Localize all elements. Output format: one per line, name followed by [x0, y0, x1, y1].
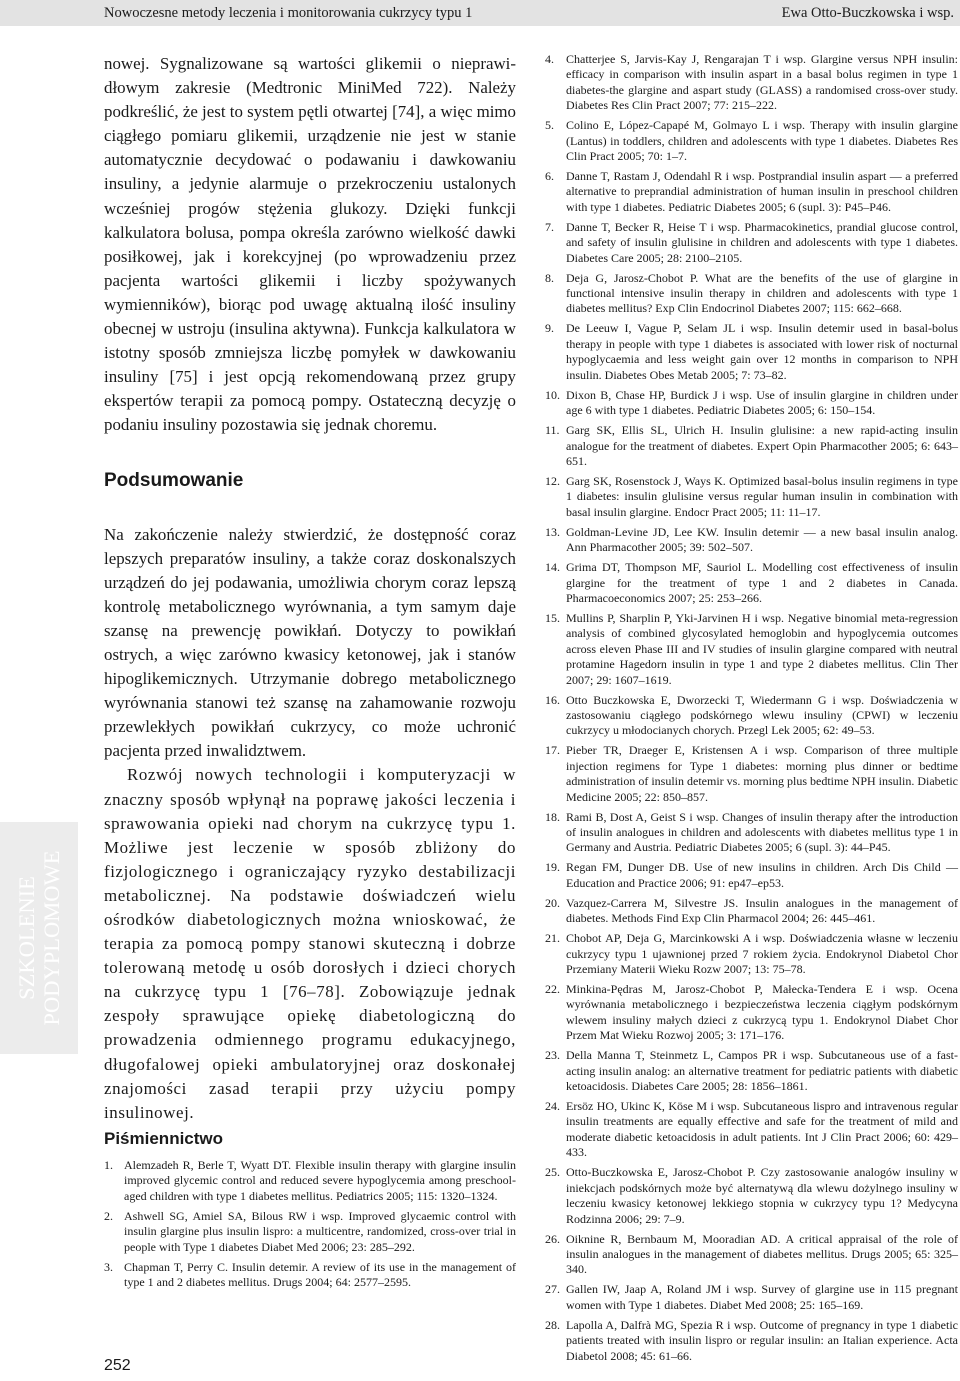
reference-number: 16. — [545, 692, 560, 707]
reference-text: Danne T, Rastam J, Odendahl R i wsp. Postprandial insulin aspart — a preferred alternative to preprandial administration of human insulin in preschool children with type 1 diabetes. Pediatric Diabetes 2005; 6 (supl. 3): P45–P46. — [566, 169, 958, 214]
reference-item — [545, 743, 958, 805]
reference-item — [545, 693, 958, 739]
reference-text: Ersöz HO, Ukinc K, Köse M i wsp. Subcutaneous lispro and intravenous regular insulin treatments are equally effective and safe for the treatment of mild and moderate diabetic ketoacidosis in adult patients. Int J Clin Pract 2006; 60: 429–433. — [566, 1099, 958, 1160]
reference-text: Pieber TR, Draeger E, Kristensen A i wsp. Comparison of three multiple injection regimens for Type 1 diabetes: morning plus dinner or bedtime administration of insulin detemir vs. morning plus bedtime NPH insulin. Diabetic Medicine 2005; 22: 850–857. — [566, 743, 958, 804]
references-left-column — [104, 1158, 516, 1295]
reference-item — [545, 896, 958, 927]
reference-text: Deja G, Jarosz-Chobot P. What are the benefits of the use of glargine in functional intensive insulin therapy in children and adolescents with type 1 diabetes mellitus? Exp Clin Endocrinol Diabetes 2007; 115: 662–668. — [566, 270, 958, 316]
reference-item — [545, 560, 958, 606]
reference-item — [545, 388, 958, 419]
reference-item — [104, 1209, 516, 1255]
reference-text: Garg SK, Ellis SL, Ulrich H. Insulin glulisine: a new rapid-acting insulin analogue for the treatment of diabetes. Expert Opin Pharmacother 2005; 6: 643–651. — [566, 423, 958, 468]
reference-number: 12. — [545, 473, 560, 488]
running-authors: Ewa Otto-Buczkowska i wsp. — [781, 5, 954, 21]
reference-text: Chobot AP, Deja G, Marcinkowski A i wsp. Doświadczenia własne w leczeniu cukrzycy typu 1 ujawnionej przed 7 rokiem życia. Endokrynol Diabetol Chor Przemiany Materii Wieku Rozw 2007; 13: 75–78. — [566, 931, 958, 977]
reference-number: 23. — [545, 1048, 560, 1063]
reference-item — [545, 611, 958, 688]
reference-item — [545, 271, 958, 317]
reference-text: Regan FM, Dunger DB. Use of new insulins in children. Arch Dis Child — Education and Practice 2006; 91: ep47–ep53. — [566, 860, 958, 890]
reference-item — [545, 1232, 958, 1278]
reference-item — [545, 321, 958, 383]
reference-number: 18. — [545, 809, 560, 824]
reference-number: 7. — [545, 219, 554, 234]
reference-text: Danne T, Becker R, Heise T i wsp. Pharmacokinetics, prandial glucose control, and safety of insulin glulisine in children and adolescents with type 1 diabetes. Diabetes Care 2005; 28: 2100–2105. — [566, 219, 958, 265]
reference-item — [545, 1318, 958, 1364]
reference-number: 8. — [545, 270, 554, 285]
reference-item — [545, 1099, 958, 1161]
reference-number: 21. — [545, 931, 560, 946]
reference-number: 19. — [545, 860, 560, 875]
reference-item — [545, 931, 958, 977]
reference-number: 14. — [545, 560, 560, 575]
reference-text: De Leeuw I, Vague P, Selam JL i wsp. Insulin detemir used in basal-bolus therapy in people with type 1 diabetes is associated with lower risk of nocturnal hypoglycaemia and less weight gain over 12 months in comparison to NPH insulin. Diabetes Obes Metab 2005; 7: 73–82. — [566, 321, 958, 382]
reference-text: Gallen IW, Jaap A, Roland JM i wsp. Survey of glargine use in 115 pregnant women with Type 1 diabetes. Diabet Med 2008; 25: 165–169. — [566, 1282, 958, 1312]
reference-number: 11. — [545, 423, 560, 438]
reference-text: Chapman T, Perry C. Insulin detemir. A review of its use in the management of type 1 and 2 diabetes mellitus. Drugs 2004; 64: 2577–2595. — [124, 1259, 516, 1290]
reference-number: 20. — [545, 895, 560, 910]
reference-item — [545, 169, 958, 215]
reference-item — [545, 52, 958, 114]
reference-number: 9. — [545, 321, 554, 336]
left-text-column — [104, 52, 516, 1125]
reference-number: 2. — [104, 1208, 113, 1223]
running-title: Nowoczesne metody leczenia i monitorowania cukrzycy typu 1 — [104, 5, 473, 21]
reference-text: Ashwell SG, Amiel SA, Bilous RW i wsp. Improved glycaemic control with insulin glargine plus insulin lispro: a multicentre, randomized, cross-over trial in people with Type 1 diabetes Diabet Med 2006; 23: 285–292. — [124, 1208, 516, 1254]
reference-item — [104, 1260, 516, 1291]
body-paragraph-1: nowej. Sygnalizowane są wartości glikemii o nieprawidłowym zakresie (Medtronic MiniMed 722). Należy podkreślić, że jest to system pętli otwartej [74], a więc mimo ciągłego pomiaru glikemii, urządzenie nie jest w stanie automatycznie decydować o podawaniu i dawkowaniu insuliny, a jedynie alarmuje o przekroczeniu ustalonych wcześniej progów stężenia glukozy. Dzięki funkcji kalkulatora bolusa, pompa określa zarówno wielkość dawki posiłkowej, jak i korekcyjnej (po wprowadzeniu przez pacjenta wartości glikemii i liczby spożywanych wymienników), biorąc pod uwagę aktualną ilość insuliny obecnej w ustroju (insulina aktywna). Funkcja kalkulatora w istotny sposób zmniejsza liczbę pomyłek w dawkowaniu insuliny [75] i jest opcją rekomendowaną przez grupy ekspertów terapii za pomocą pompy. Ostateczną decyzję o podaniu insuliny pozostawia się jednak choremu. — [104, 54, 516, 435]
references-right-column — [545, 52, 958, 1369]
reference-number: 27. — [545, 1282, 560, 1297]
reference-text: Colino E, López-Capapé M, Golmayo L i wsp. Therapy with insulin glargine (Lantus) in toddlers, children and adolescents with type 1 diabetes. Diabetes Res Clin Pract 2005; 70: 1–7. — [566, 118, 958, 164]
section-side-label-line2: PODYPLOMOWE — [39, 850, 64, 1026]
reference-number: 5. — [545, 118, 554, 133]
reference-text: Otto-Buczkowska E, Jarosz-Chobot P. Czy zastosowanie analogów insuliny w iniekcjach podskórnych może być alternatywą dla wlewu dożylnego insuliny w leczeniu kwasicy ketonowej lekkiego stopnia w cukrzycy typu 1? Medycyna Rodzinna 2006; 29: 7–9. — [566, 1165, 958, 1226]
page-number: 252 — [104, 1357, 131, 1374]
reference-number: 15. — [545, 610, 560, 625]
reference-item — [545, 423, 958, 469]
section-heading-summary: Podsumowanie — [104, 469, 244, 491]
reference-number: 1. — [104, 1158, 113, 1172]
reference-text: Oiknine R, Bernbaum M, Mooradian AD. A critical appraisal of the role of insulin analogues in the management of diabetes mellitus. Drugs 2005; 65: 325–340. — [566, 1231, 958, 1277]
section-side-tab — [0, 822, 78, 1054]
reference-item — [545, 1282, 958, 1313]
reference-number: 28. — [545, 1317, 560, 1332]
reference-item — [545, 1165, 958, 1227]
reference-text: Della Manna T, Steinmetz L, Campos PR i wsp. Subcutaneous use of a fast-acting insulin analog: an alternative treatment for pediatric patients with diabetic ketoacidosis. Diabetes Care 2005; 28: 1856–1861. — [566, 1048, 958, 1094]
reference-item — [545, 982, 958, 1044]
section-side-label — [14, 850, 64, 1025]
reference-item — [545, 860, 958, 891]
page-header — [0, 0, 960, 26]
body-paragraph-2: Na zakończenie należy stwierdzić, że dostępność coraz lepszych preparatów insuliny, a także coraz doskonalszych urządzeń do jej podawania, umożliwia chorym coraz lepszą kontrolę metabolicznego wyrównania, a tym samym daje szansę na prewencję powikłań. Dotyczy to powikłań ostrych, a więc zarówno kwasicy ketonowej, jak i stanów hipoglikemicznych. Utrzymanie dobrego metabolicznego wyrównania stanowi też szansę na zahamowanie rozwoju przewlekłych powikłań cukrzycy, co może uchronić pacjenta przed inwalidztwem. — [104, 524, 516, 761]
reference-text: Chatterjee S, Jarvis-Kay J, Rengarajan T i wsp. Glargine versus NPH insulin: efficacy in comparison with insulin aspart in a basal bolus regimen in type 1 diabetes-the glargine and aspart study (GLASS) a randomised cross-over study. Diabetes Res Clin Pract 2007; 77: 215–222. — [566, 52, 958, 113]
reference-number: 26. — [545, 1231, 560, 1246]
reference-number: 25. — [545, 1165, 560, 1180]
reference-text: Grima DT, Thompson MF, Sauriol L. Modelling cost effectiveness of insulin glargine for the treatment of type 1 and 2 diabetes in Canada. Pharmacoeconomics 2007; 25: 253–266. — [566, 560, 958, 605]
body-paragraph-3: Rozwój nowych technologii i komputeryzacji w znaczny sposób wpłynął na poprawę jakości leczenia i sprawowania opieki nad chorym na cukrzycę typu 1. Możliwe jest leczenie w sposób zbliżony do fizjologicznego i ograniczający ryzyko destabilizacji metabolicznej. Na podstawie doświadczeń wielu ośrodków diabetologicznych można wnioskować, że terapia za pomocą pompy stanowi skuteczną i dobrze tolerowaną metodę u osób dorosłych i dzieci chorych na cukrzycę typu 1 [76–78]. Zobowiązuje jednak zespoły sprawujące opiekę diabetologiczną do prowadzenia odmiennego programu edukacyjnego, długofalowej opieki ambulatoryjnej oraz doskonałej znajomości zasad terapii przy użyciu pompy insulinowej. — [104, 765, 516, 1122]
reference-text: Garg SK, Rosenstock J, Ways K. Optimized basal-bolus insulin regimens in type 1 diabetes: insulin glulisine versus regular human insulin in combination with basal insulin glargine. Endocr Pract 2005; 11: 11–17. — [566, 473, 958, 519]
reference-number: 3. — [104, 1259, 113, 1274]
references-heading: Piśmiennictwo — [104, 1129, 224, 1148]
reference-text: Alemzadeh R, Berle T, Wyatt DT. Flexible insulin therapy with glargine insulin improved glycemic control and reduced severe hypoglycemia among preschool-aged children with type 1 diabetes mellitus. Pediatrics 2005; 115: 1320–1324. — [124, 1158, 516, 1203]
reference-number: 4. — [545, 52, 554, 66]
reference-number: 17. — [545, 743, 560, 758]
reference-text: Lapolla A, Dalfrà MG, Spezia R i wsp. Outcome of pregnancy in type 1 diabetic patients treated with insulin lispro or regular insulin: an Italian experience. Acta Diabetol 2008; 45: 61–66. — [566, 1317, 958, 1363]
reference-text: Goldman-Levine JD, Lee KW. Insulin detemir — a new basal insulin analog. Ann Pharmacother 2005; 39: 502–507. — [566, 524, 958, 555]
reference-number: 13. — [545, 524, 560, 539]
reference-item — [545, 118, 958, 164]
section-side-label-line1: SZKOLENIE — [14, 876, 39, 1000]
reference-item — [545, 810, 958, 856]
reference-item — [545, 220, 958, 266]
reference-number: 22. — [545, 982, 560, 997]
reference-number: 24. — [545, 1099, 560, 1114]
reference-item — [104, 1158, 516, 1204]
reference-item — [545, 525, 958, 556]
reference-number: 10. — [545, 387, 560, 402]
reference-item — [545, 1048, 958, 1094]
reference-item — [545, 474, 958, 520]
reference-text: Otto Buczkowska E, Dworzecki T, Wiedermann G i wsp. Doświadczenia w zastosowaniu ciągłego podskórnego wlewu insuliny (CPWI) w leczeniu cukrzycy u młodocianych chorych. Przegl Lek 2005; 62: 49–53. — [566, 692, 958, 738]
reference-text: Mullins P, Sharplin P, Yki-Jarvinen H i wsp. Negative binomial meta-regression analysis of combined glycosylated hemoglobin and hypoglycemia outcomes across eleven Phase III and IV studies of insulin glargine compared with neutral protamine Hagedorn insulin in type 1 and type 2 diabetes mellitus. Clin Ther 2007; 29: 1607–1619. — [566, 610, 958, 687]
reference-text: Minkina-Pędras M, Jarosz-Chobot P, Małecka-Tendera E i wsp. Ocena wyrównania metabolicznego i bezpieczeństwa leczenia ciągłym podskórnym wlewem insuliny małych dzieci z cukrzycą typu 1. Endokrynol Diabet Chor Przem Mat Wieku Rozwoj 2005; 3: 171–176. — [566, 982, 958, 1043]
reference-text: Rami B, Dost A, Geist S i wsp. Changes of insulin therapy after the introduction of insulin analogues in children and adolescents with diabetes mellitus type 1 in Germany and Austria. Pediatric Diabetes 2005; 6 (supl. 3): 44–P45. — [566, 809, 958, 855]
reference-number: 6. — [545, 169, 554, 184]
reference-text: Dixon B, Chase HP, Burdick J i wsp. Use of insulin glargine in children under age 6 with type 1 diabetes. Pediatric Diabetes 2005; 6: 150–154. — [566, 387, 958, 418]
reference-text: Vazquez-Carrera M, Silvestre JS. Insulin analogues in the management of diabetes. Methods Find Exp Clin Pharmacol 2004; 26: 445–461. — [566, 895, 958, 926]
